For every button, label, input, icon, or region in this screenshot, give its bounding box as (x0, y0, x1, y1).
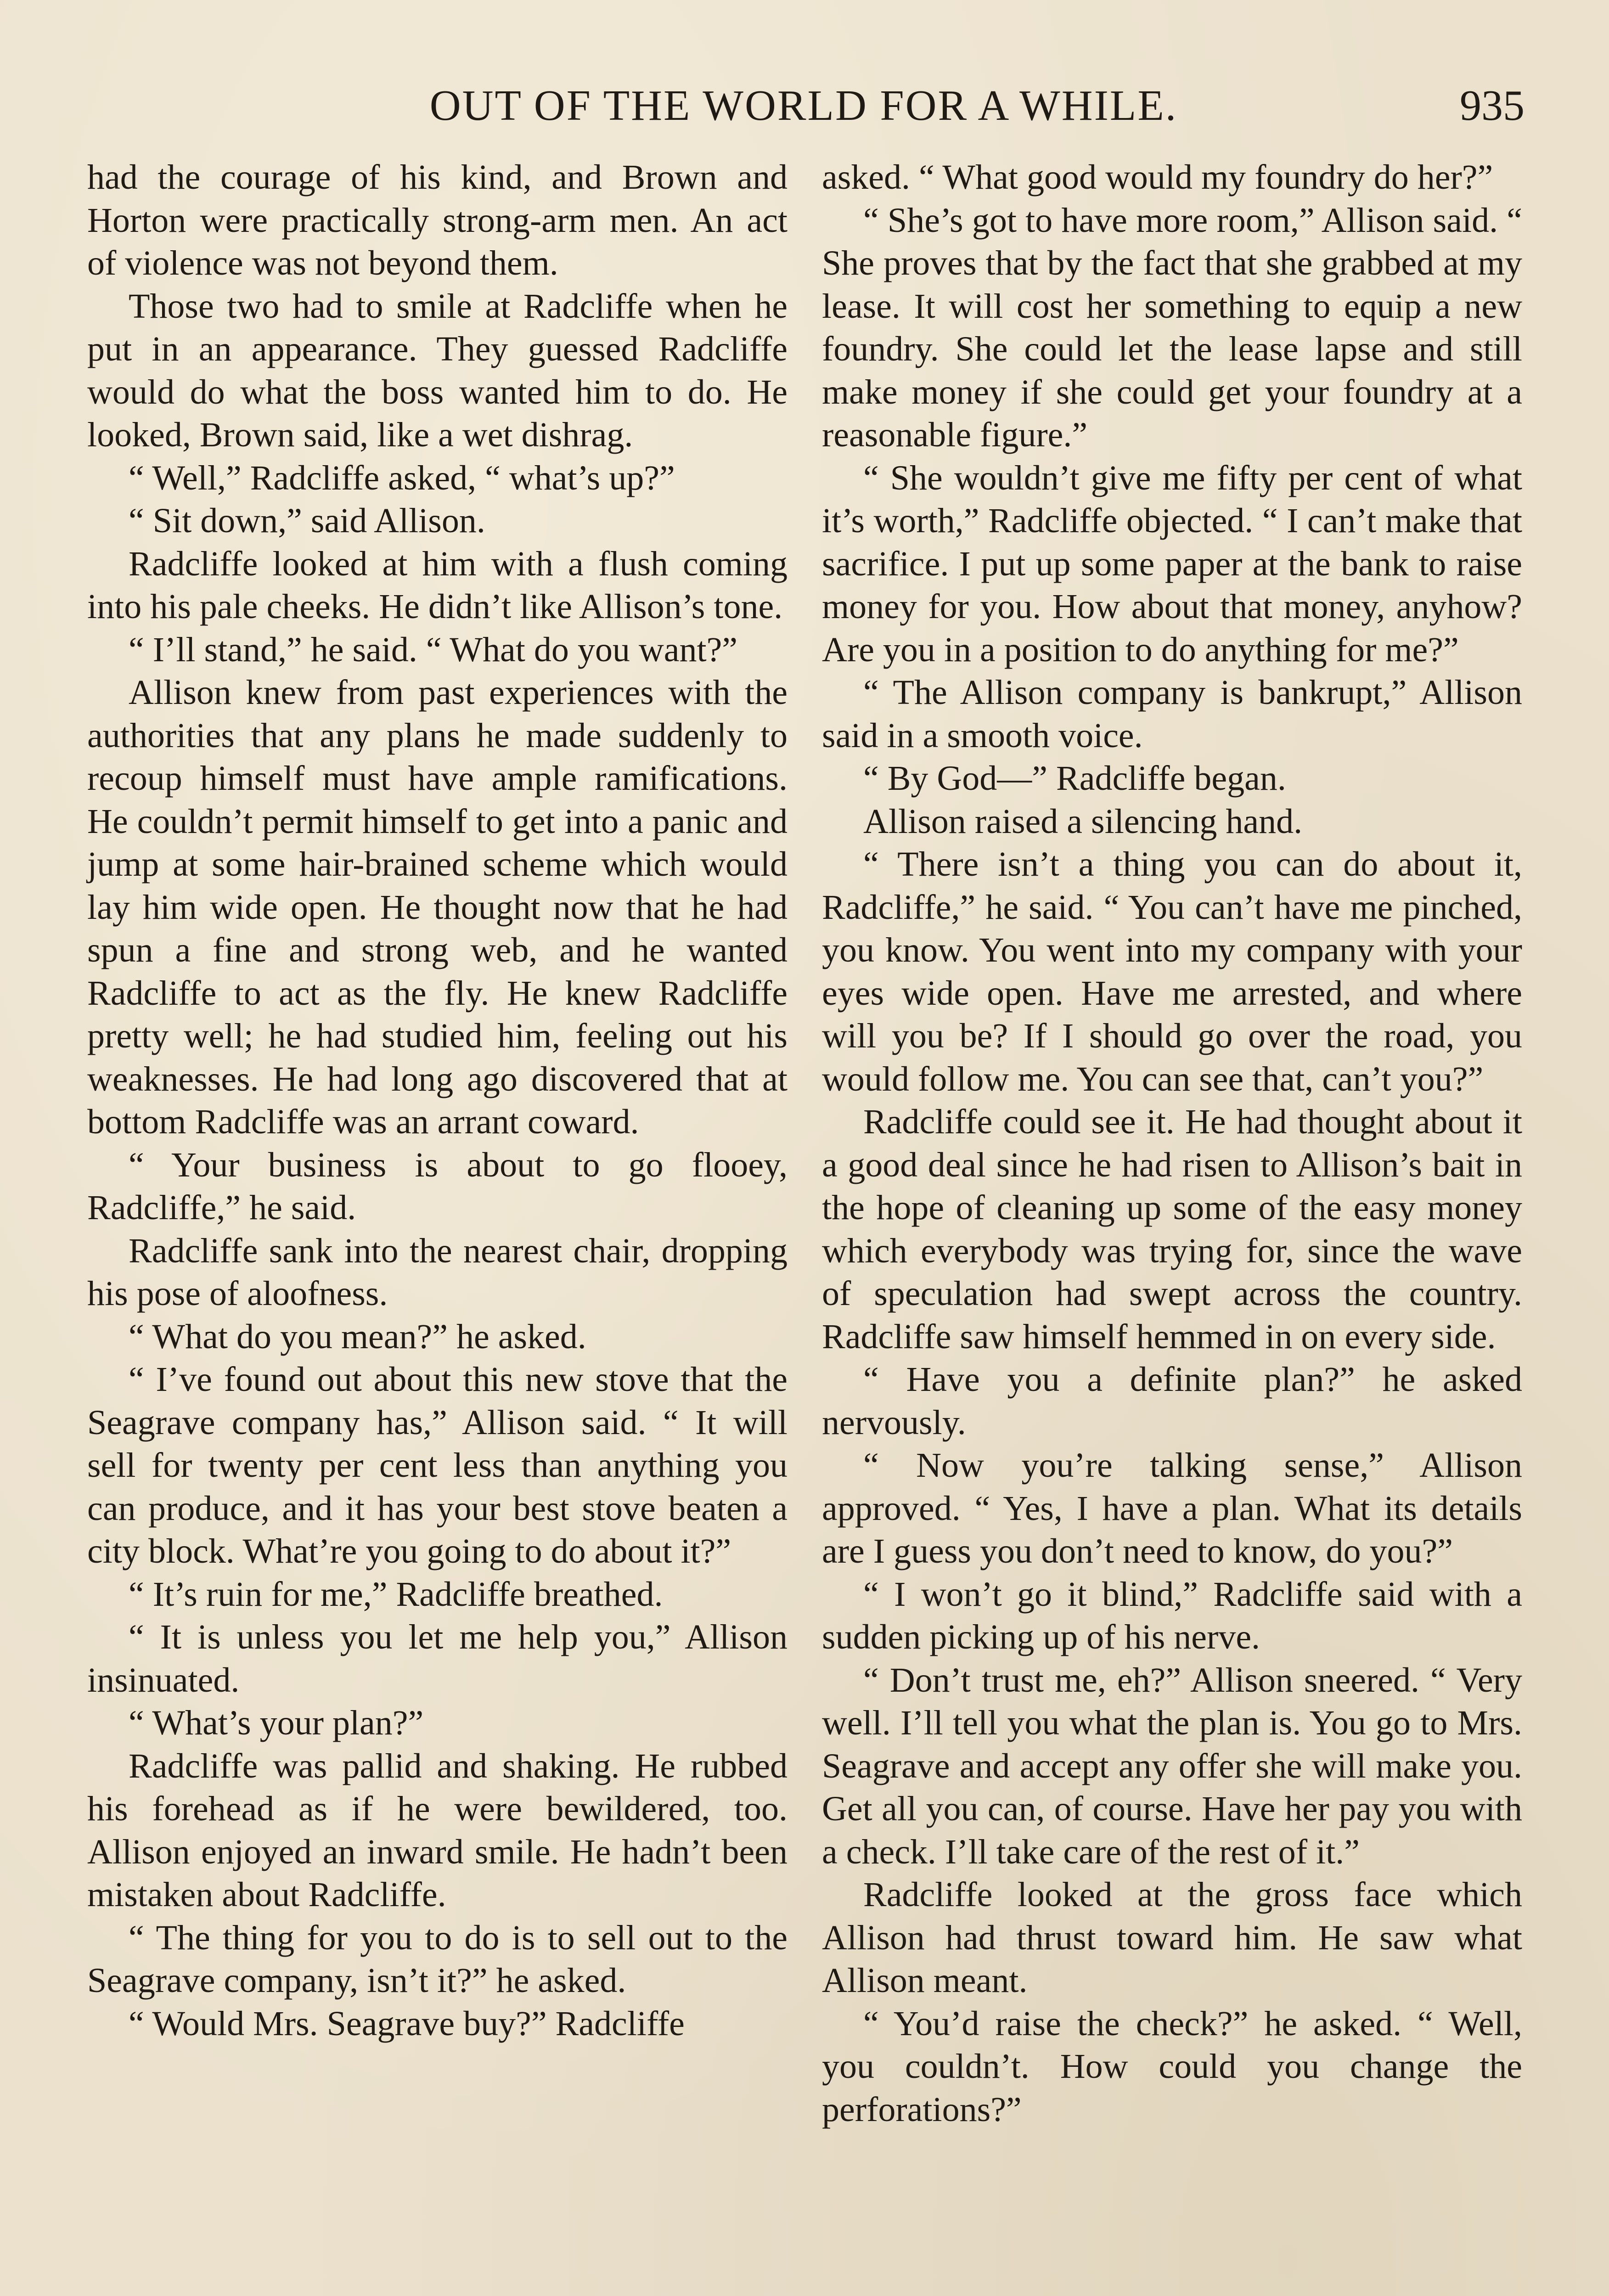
paragraph: Radcliffe looked at him with a flush coming into his pale cheeks. He didn’t like Allison’s tone. (87, 544, 788, 626)
paragraph: Radcliffe sank into the nearest chair, dropping his pose of aloofness. (87, 1231, 788, 1313)
paragraph: “ There isn’t a thing you can do about it, Radcliffe,” he said. “ You can’t have me pinched, you know. You went into my company with your eyes wide open. Have me arrested, and where will you be? If I should go over the road, you would follow me. You can see that, can’t you?” (822, 845, 1522, 1098)
paragraph: “ It is unless you let me help you,” Allison insinuated. (87, 1618, 788, 1699)
page-number: 935 (1460, 82, 1525, 129)
paragraph: “ Now you’re talking sense,” Allison approved. “ Yes, I have a plan. What its details are I guess you don’t need to know, do you?” (822, 1446, 1522, 1570)
paragraph: had the courage of his kind, and Brown and Horton were practically strong-arm men. An act of violence was not beyond them. (87, 158, 788, 282)
paragraph: Allison knew from past experiences with the authorities that any plans he made suddenly to recoup himself must have ample ramifications. He couldn’t permit himself to get into a panic and jump at some hair-brained scheme which would lay him wide open. He thought now that he had spun a fine and strong web, and he wanted Radcliffe to act as the fly. He knew Radcliffe pretty well; he had studied him, feeling out his weaknesses. He had long ago discovered that at bottom Radcliffe was an arrant coward. (87, 673, 788, 1141)
paragraph: Radcliffe was pallid and shaking. He rubbed his forehead as if he were bewildered, too. Allison enjoyed an inward smile. He hadn’t been mistaken about Radcliffe. (87, 1746, 788, 1914)
paragraph: “ Have you a definite plan?” he asked nervously. (822, 1360, 1522, 1442)
paragraph: “ She wouldn’t give me fifty per cent of what it’s worth,” Radcliffe objected. “ I can’t make that sacrifice. I put up some paper at the bank to raise money for you. How about that money, anyhow? Are you in a position to do anything for me?” (822, 458, 1522, 669)
paragraph: “ I’ve found out about this new stove that the Seagrave company has,” Allison said. “ It will sell for twenty per cent less than anything you can produce, and it has your best stove beaten a city block. What’re you going to do about it?” (87, 1360, 788, 1570)
page-header (87, 69, 1525, 133)
paragraph: Allison raised a silencing hand. (863, 802, 1303, 841)
paragraph: “ Don’t trust me, eh?” Allison sneered. “ Very well. I’ll tell you what the plan is. You go to Mrs. Seagrave and accept any offer she will make you. Get all you can, of course. Have her pay you with a check. I’ll take care of the rest of it.” (822, 1660, 1522, 1871)
paragraph: “ Sit down,” said Allison. (129, 501, 485, 540)
paragraph: “ By God—” Radcliffe began. (863, 759, 1286, 798)
paragraph: Those two had to smile at Radcliffe when he put in an appearance. They guessed Radcliffe would do what the boss wanted him to do. He looked, Brown said, like a wet dishrag. (87, 287, 788, 454)
paragraph: “ She’s got to have more room,” Allison said. “ She proves that by the fact that she grabbed at my lease. It will cost her something to equip a new foundry. She could let the lease lapse and still make money if she could get your foundry at a reasonable figure.” (822, 201, 1522, 454)
paragraph: “ Would Mrs. Seagrave buy?” Radcliffe (129, 2004, 685, 2043)
paragraph: asked. “ What good would my foundry do her?” (822, 158, 1493, 197)
paragraph: “ Well,” Radcliffe asked, “ what’s up?” (129, 458, 675, 497)
left-column (87, 156, 788, 2045)
paragraph: “ Your business is about to go flooey, Radcliffe,” he said. (87, 1145, 788, 1227)
paragraph: “ I won’t go it blind,” Radcliffe said with a sudden picking up of his nerve. (822, 1575, 1522, 1656)
paragraph: “ The Allison company is bankrupt,” Allison said in a smooth voice. (822, 673, 1522, 755)
paragraph: “ The thing for you to do is to sell out to the Seagrave company, isn’t it?” he asked. (87, 1918, 788, 2000)
paragraph: “ You’d raise the check?” he asked. “ Well, you couldn’t. How could you change the perforations?” (822, 2004, 1522, 2129)
running-title: OUT OF THE WORLD FOR A WHILE. (429, 82, 1178, 129)
paragraph: “ What do you mean?” he asked. (129, 1317, 586, 1356)
paragraph: “ I’ll stand,” he said. “ What do you want?” (129, 630, 738, 669)
paragraph: Radcliffe looked at the gross face which Allison had thrust toward him. He saw what Allison meant. (822, 1875, 1522, 2000)
right-column (822, 156, 1522, 2131)
paragraph: “ What’s your plan?” (129, 1704, 424, 1742)
paragraph: “ It’s ruin for me,” Radcliffe breathed. (129, 1575, 663, 1614)
paragraph: Radcliffe could see it. He had thought about it a good deal since he had risen to Allison’s bait in the hope of cleaning up some of the easy money which everybody was trying for, since the wave of speculation had swept across the country. Radcliffe saw himself hemmed in on every side. (822, 1103, 1522, 1356)
